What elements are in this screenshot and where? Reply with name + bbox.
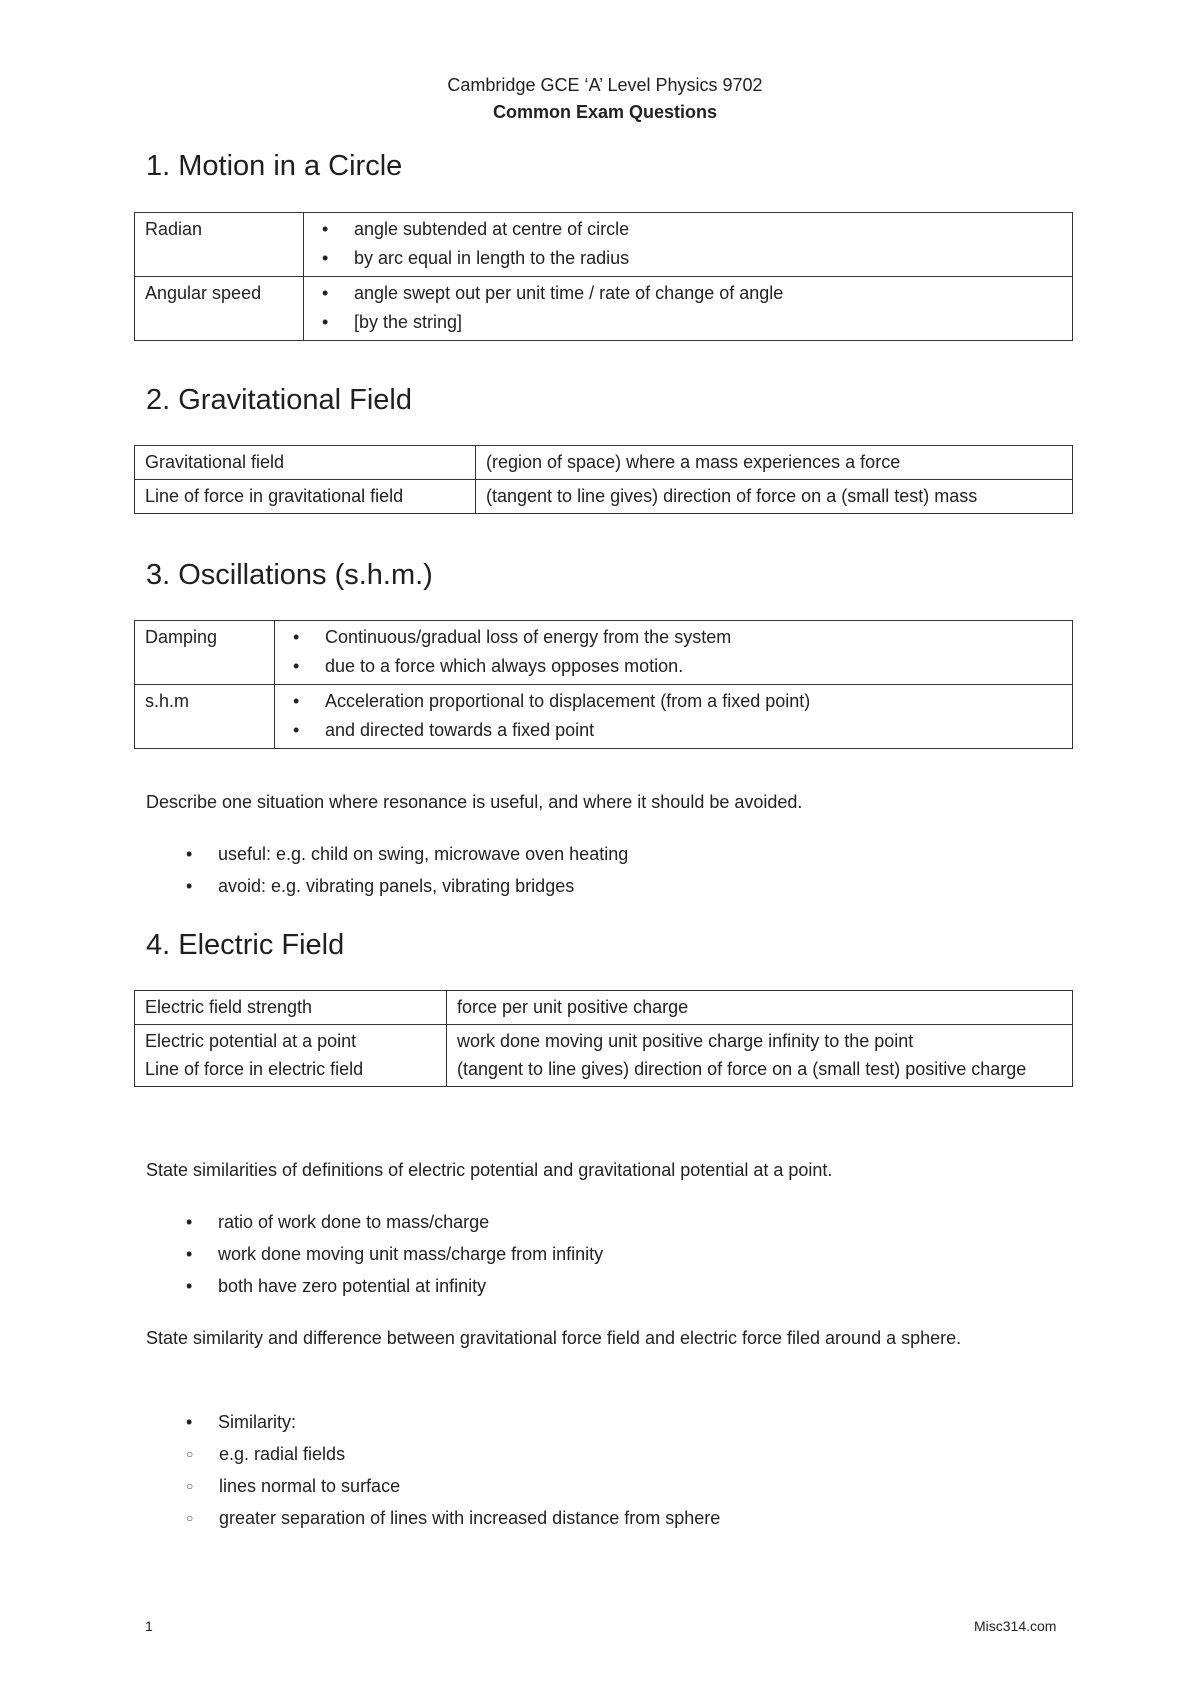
resonance-answers — [146, 838, 628, 902]
header-subtitle: Common Exam Questions — [492, 102, 718, 122]
term-cell: Angular speed — [135, 277, 304, 341]
document-header — [0, 72, 1200, 126]
list-item: ○ lines normal to surface — [146, 1470, 720, 1502]
similarity-points — [146, 1438, 720, 1534]
term-cell: Line of force in gravitational field — [135, 480, 476, 514]
term-cell: s.h.m — [135, 685, 275, 749]
potential-answers — [146, 1206, 603, 1302]
list-item: • work done moving unit mass/charge from infinity — [146, 1238, 603, 1270]
table-row — [135, 621, 1073, 685]
table-row — [135, 213, 1073, 277]
definition-cell: (tangent to line gives) direction of force on a (small test) mass — [476, 480, 1073, 514]
list-item: • avoid: e.g. vibrating panels, vibrating bridges — [146, 870, 628, 902]
term-cell — [135, 1025, 447, 1087]
section-3-table — [134, 620, 1073, 749]
potential-question: State similarities of definitions of electric potential and gravitational potential at a point. — [146, 1160, 833, 1180]
list-item: • due to a force which always opposes motion. — [325, 652, 1062, 681]
section-2-title: 2. Gravitational Field — [146, 384, 412, 416]
footer-site: Misc314.com — [974, 1618, 1057, 1634]
list-item: • by arc equal in length to the radius — [354, 244, 1062, 273]
resonance-question: Describe one situation where resonance is useful, and where it should be avoided. — [146, 792, 803, 812]
definition-cell — [447, 1025, 1073, 1087]
section-3-title: 3. Oscillations (s.h.m.) — [146, 559, 433, 591]
list-item: • Continuous/gradual loss of energy from the system — [325, 623, 1062, 652]
table-row — [135, 1025, 1073, 1087]
definition-text: work done moving unit positive charge infinity to the point — [457, 1031, 914, 1051]
section-2-table — [134, 445, 1073, 514]
list-item: • angle swept out per unit time / rate of change of angle — [354, 279, 1062, 308]
table-row — [135, 685, 1073, 749]
definition-cell — [304, 213, 1073, 277]
list-item — [146, 1406, 720, 1534]
definition-cell — [304, 277, 1073, 341]
table-row — [135, 991, 1073, 1025]
term-cell: Damping — [135, 621, 275, 685]
section-1-title: 1. Motion in a Circle — [146, 150, 403, 182]
section-4-table — [134, 990, 1073, 1087]
list-item: • ratio of work done to mass/charge — [146, 1206, 603, 1238]
list-item: • and directed towards a fixed point — [325, 716, 1062, 745]
list-item: • useful: e.g. child on swing, microwave oven heating — [146, 838, 628, 870]
table-row — [135, 480, 1073, 514]
definition-cell — [275, 621, 1073, 685]
table-row — [135, 446, 1073, 480]
field-comparison-answers — [146, 1406, 720, 1534]
term-text: Line of force in electric field — [145, 1059, 364, 1079]
term-text: Electric potential at a point — [145, 1031, 357, 1051]
list-item: • [by the string] — [354, 308, 1062, 337]
page-number: 1 — [145, 1618, 153, 1634]
field-comparison-question: State similarity and difference between gravitational force field and electric force filed around a sphere. — [146, 1328, 962, 1348]
section-1-table — [134, 212, 1073, 341]
list-item: • Acceleration proportional to displacement (from a fixed point) — [325, 687, 1062, 716]
term-cell: Radian — [135, 213, 304, 277]
similarity-label: Similarity: — [218, 1412, 297, 1432]
list-item: ○ greater separation of lines with increased distance from sphere — [146, 1502, 720, 1534]
definition-cell: force per unit positive charge — [447, 991, 1073, 1025]
term-cell: Gravitational field — [135, 446, 476, 480]
list-item: ○ e.g. radial fields — [146, 1438, 720, 1470]
definition-text: (tangent to line gives) direction of force on a (small test) positive charge — [457, 1059, 1027, 1079]
section-4-title: 4. Electric Field — [146, 929, 345, 961]
header-course-title: Cambridge GCE ‘A’ Level Physics 9702 — [447, 75, 763, 95]
list-item: • angle subtended at centre of circle — [354, 215, 1062, 244]
term-cell: Electric field strength — [135, 991, 447, 1025]
list-item: • both have zero potential at infinity — [146, 1270, 603, 1302]
definition-cell: (region of space) where a mass experiences a force — [476, 446, 1073, 480]
definition-cell — [275, 685, 1073, 749]
table-row — [135, 277, 1073, 341]
